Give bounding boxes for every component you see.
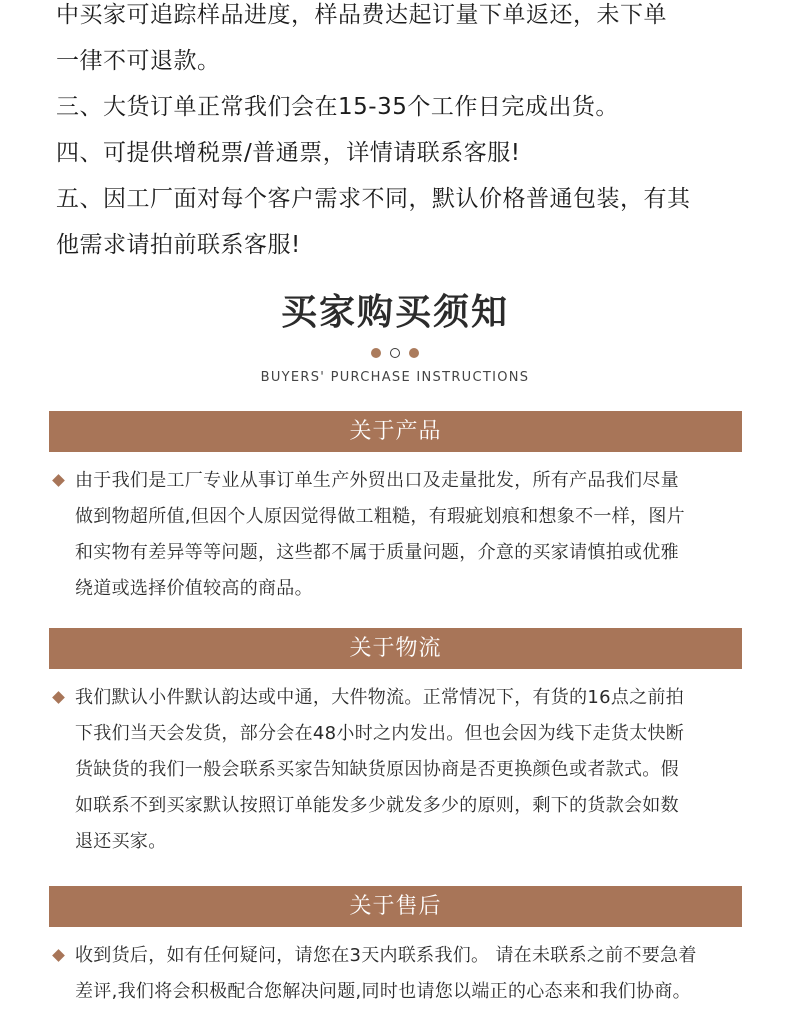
body-line: 做到物超所值,但因个人原因觉得做工粗糙，有瑕疵划痕和想象不一样，图片 — [75, 506, 685, 527]
dot-icon — [371, 348, 381, 358]
intro-line: 四、可提供增税票/普通票，详情请联系客服! — [56, 140, 521, 166]
dot-icon — [409, 348, 419, 358]
intro-line: 五、因工厂面对每个客户需求不同，默认价格普通包装，有其 — [56, 186, 691, 212]
body-line: 货缺货的我们一般会联系买家告知缺货原因协商是否更换颜色或者款式。假 — [75, 759, 679, 780]
body-line: 收到货后，如有任何疑问，请您在3天内联系我们。 请在未联系之前不要急着 — [75, 945, 697, 966]
diamond-bullet-icon — [52, 949, 65, 962]
body-line: 差评,我们将会积极配合您解决问题,同时也请您以端正的心态来和我们协商。 — [75, 981, 691, 1002]
body-line: 由于我们是工厂专业从事订单生产外贸出口及走量批发，所有产品我们尽量 — [75, 470, 679, 491]
section-header-logistics: 关于物流 — [49, 628, 742, 669]
intro-line: 三、大货订单正常我们会在15-35个工作日完成出货。 — [56, 94, 619, 120]
section-title: 买家购买须知 — [280, 292, 509, 333]
body-line: 退还买家。 — [75, 831, 167, 852]
body-line: 如联系不到买家默认按照订单能发多少就发多少的原则，剩下的货款会如数 — [75, 795, 679, 816]
body-line: 下我们当天会发货，部分会在48小时之内发出。但也会因为线下走货太快断 — [75, 723, 685, 744]
section-body-product — [52, 463, 752, 607]
intro-line: 他需求请拍前联系客服! — [56, 232, 301, 258]
body-line: 和实物有差异等等问题，这些都不属于质量问题，介意的买家请慎拍或优雅 — [75, 542, 679, 563]
section-header-product: 关于产品 — [49, 411, 742, 452]
intro-line: 中买家可追踪样品进度，样品费达起订量下单返还，未下单 — [56, 2, 667, 28]
intro-line: 一律不可退款。 — [56, 48, 221, 74]
body-line: 绕道或选择价值较高的商品。 — [75, 578, 313, 599]
section-subtitle: BUYERS' PURCHASE INSTRUCTIONS — [260, 370, 530, 385]
decorative-dots — [371, 348, 421, 360]
dot-outline-icon — [390, 348, 400, 358]
section-body-after-sales — [52, 938, 752, 1010]
section-body-logistics — [52, 680, 752, 860]
diamond-bullet-icon — [52, 691, 65, 704]
intro-text — [56, 0, 756, 268]
body-line: 我们默认小件默认韵达或中通，大件物流。正常情况下，有货的16点之前拍 — [75, 687, 685, 708]
section-header-after-sales: 关于售后 — [49, 886, 742, 927]
diamond-bullet-icon — [52, 474, 65, 487]
